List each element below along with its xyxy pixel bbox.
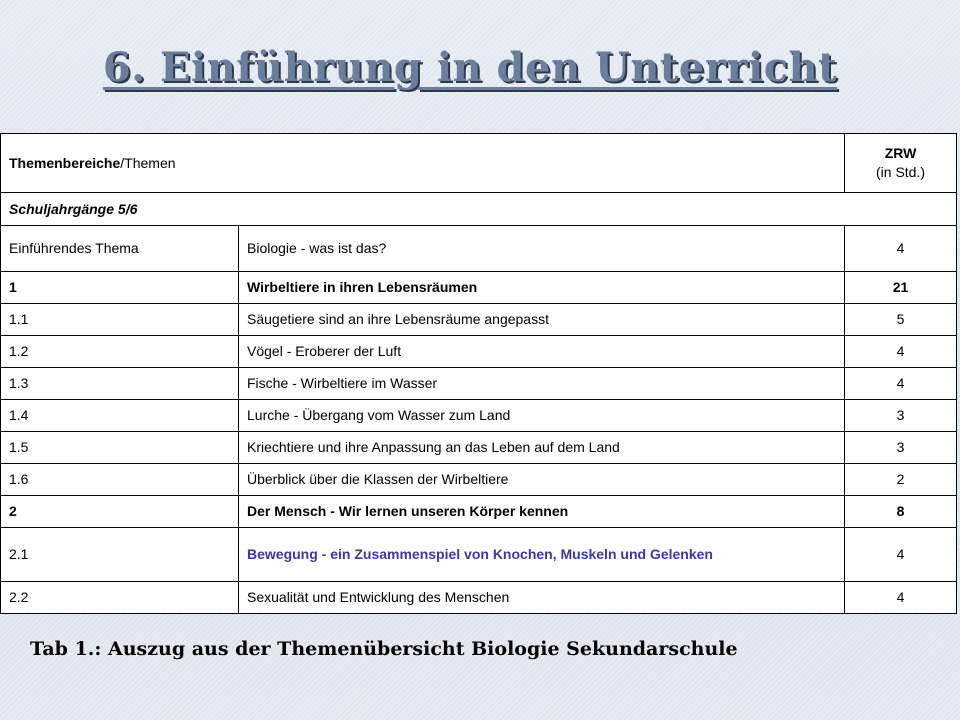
header-zrw-label: ZRW [884, 145, 917, 161]
section-label: Schuljahrgänge 5/6 [1, 193, 957, 226]
row-topic-highlighted: Bewegung - ein Zusammenspiel von Knochen, Muskeln und Gelenken [239, 528, 845, 582]
row-id: 1.1 [1, 304, 239, 336]
row-topic: Vögel - Eroberer der Luft [239, 336, 845, 368]
header-themen-rest: /Themen [120, 154, 176, 171]
table-row [1, 464, 957, 496]
header-themen-cell [1, 134, 845, 193]
table-row [1, 272, 957, 304]
row-topic: Überblick über die Klassen der Wirbeltiere [239, 464, 845, 496]
row-topic: Biologie - was ist das? [239, 226, 845, 272]
header-zrw-cell [845, 134, 957, 193]
table-row [1, 368, 957, 400]
table-row [1, 496, 957, 528]
table-row [1, 400, 957, 432]
header-themen-bold: Themenbereiche [9, 154, 121, 171]
row-hours: 8 [845, 496, 957, 528]
row-hours: 3 [845, 432, 957, 464]
row-id: 2 [1, 496, 239, 528]
row-topic: Fische - Wirbeltiere im Wasser [239, 368, 845, 400]
table-row [1, 304, 957, 336]
row-id: 2.1 [1, 528, 239, 582]
section-row [1, 193, 957, 226]
row-id: 1.3 [1, 368, 239, 400]
themen-table [0, 133, 957, 614]
table-row [1, 528, 957, 582]
row-hours: 4 [845, 336, 957, 368]
row-topic: Der Mensch - Wir lernen unseren Körper kennen [239, 496, 845, 528]
row-hours: 4 [845, 226, 957, 272]
row-hours: 4 [845, 368, 957, 400]
table-caption: Tab 1.: Auszug aus der Themenübersicht Biologie Sekundarschule [30, 638, 738, 660]
row-topic: Säugetiere sind an ihre Lebensräume angepasst [239, 304, 845, 336]
row-id: Einführendes Thema [1, 226, 239, 272]
row-hours: 2 [845, 464, 957, 496]
row-topic: Kriechtiere und ihre Anpassung an das Leben auf dem Land [239, 432, 845, 464]
row-topic: Wirbeltiere in ihren Lebensräumen [239, 272, 845, 304]
row-hours: 5 [845, 304, 957, 336]
table-header-row [1, 134, 957, 193]
row-hours: 4 [845, 582, 957, 614]
row-hours: 21 [845, 272, 957, 304]
row-topic: Sexualität und Entwicklung des Menschen [239, 582, 845, 614]
row-hours: 4 [845, 528, 957, 582]
table-row [1, 432, 957, 464]
row-hours: 3 [845, 400, 957, 432]
row-id: 1.5 [1, 432, 239, 464]
table-row [1, 582, 957, 614]
row-id: 1 [1, 272, 239, 304]
row-topic: Lurche - Übergang vom Wasser zum Land [239, 400, 845, 432]
header-zrw-unit: (in Std.) [876, 164, 926, 180]
row-id: 1.2 [1, 336, 239, 368]
row-id: 2.2 [1, 582, 239, 614]
row-id: 1.6 [1, 464, 239, 496]
slide-title: 6. Einführung in den Unterricht [102, 44, 838, 91]
table-row [1, 336, 957, 368]
row-id: 1.4 [1, 400, 239, 432]
table-row [1, 226, 957, 272]
